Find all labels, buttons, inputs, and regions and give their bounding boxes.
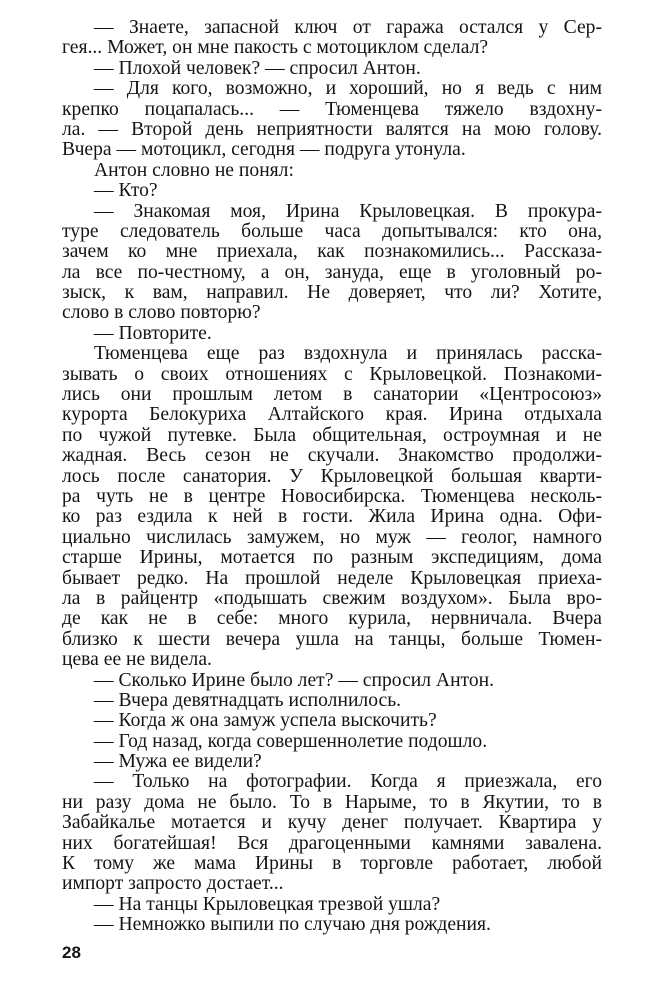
text-line: — На танцы Крыловецкая трезвой ушла?: [94, 893, 441, 915]
text-line: — Только на фотографии. Когда я приезжала, его: [94, 771, 602, 793]
text-line: старше Ирины, мотается по разным экспедициям, дома: [62, 547, 602, 569]
text-line: ла все по-честному, а он, зануда, еще в уголовный ро-: [62, 261, 602, 283]
text-line: — Когда ж она замуж успела выскочить?: [94, 710, 437, 732]
text-line: — Кто?: [94, 180, 158, 202]
text-line: ла в райцентр «подышать свежим воздухом». Была вро-: [62, 587, 602, 609]
text-line: лись они прошлым летом в санатории «Центросоюз»: [62, 384, 602, 406]
text-line: ни разу дома не было. То в Нарыме, то в Якутии, то в: [62, 791, 602, 813]
text-line: Антон словно не понял:: [94, 159, 294, 181]
text-line: — Мужа ее видели?: [94, 751, 262, 773]
text-line: — Знакомая моя, Ирина Крыловецкая. В прокура-: [94, 200, 602, 222]
text-line: К тому же мама Ирины в торговле работает, любой: [62, 853, 602, 875]
text-line: Забайкалье мотается и кучу денег получает. Квартира у: [62, 812, 602, 834]
text-line: — Вчера девятнадцать исполнилось.: [94, 689, 402, 711]
text-line: де как не в себе: много курила, нервничала. Вчера: [62, 608, 602, 630]
text-line: бывает редко. На прошлой неделе Крыловецкая приеха-: [62, 567, 602, 589]
body-text: [62, 18, 602, 936]
text-line: крепко поцапалась... — Тюменцева тяжело вздохну-: [62, 98, 602, 120]
text-line: — Повторите.: [94, 322, 212, 344]
page-number: 28: [62, 943, 81, 962]
text-line: — Плохой человек? — спросил Антон.: [94, 57, 421, 79]
text-line: — Сколько Ирине было лет? — спросил Антон.: [94, 669, 495, 691]
text-line: туре следователь больше часа допытывался: кто она,: [62, 220, 602, 242]
text-line: лось после санатория. У Крыловецкой большая кварти-: [62, 465, 602, 487]
text-line: циально числилась замужем, но муж — геолог, намного: [62, 526, 602, 548]
text-line: зыск, к вам, направил. Не доверяет, что ли? Хотите,: [62, 282, 602, 304]
text-line: слово в слово повторю?: [62, 302, 261, 324]
text-line: цева ее не видела.: [62, 649, 212, 671]
text-line: — Немножко выпили по случаю дня рождения.: [94, 914, 491, 936]
text-line: ра чуть не в центре Новосибирска. Тюменцева несколь-: [62, 485, 602, 507]
text-line: жадная. Весь сезон не скучали. Знакомство продолжи-: [62, 445, 602, 467]
text-line: импорт запросто достает...: [62, 873, 284, 895]
text-line: зачем ко мне приехала, как познакомились... Рассказа-: [62, 241, 602, 263]
text-line: зывать о своих отношениях с Крыловецкой. Познакоми-: [62, 363, 602, 385]
text-line: — Знаете, запасной ключ от гаража остался у Сер-: [94, 17, 602, 38]
text-line: близко к шести вечера ушла на танцы, больше Тюмен-: [62, 628, 602, 650]
text-line: — Год назад, когда совершеннолетие подошло.: [94, 730, 488, 752]
text-line: гея... Может, он мне пакость с мотоциклом сделал?: [62, 37, 489, 59]
text-line: них богатейшая! Вся драгоценными камнями завалена.: [62, 832, 602, 854]
text-line: ла. — Второй день неприятности валятся на мою голову.: [62, 118, 602, 140]
text-line: — Для кого, возможно, и хороший, но я ведь с ним: [94, 78, 602, 100]
text-line: Вчера — мотоцикл, сегодня — подруга утонула.: [62, 139, 466, 161]
text-line: ко раз ездила к ней в гости. Жила Ирина одна. Офи-: [62, 506, 602, 528]
text-line: по чужой путевке. Была общительная, остроумная и не: [62, 424, 602, 446]
text-line: курорта Белокуриха Алтайского края. Ирина отдыхала: [62, 404, 602, 426]
text-line: Тюменцева еще раз вздохнула и принялась расска-: [94, 343, 602, 365]
